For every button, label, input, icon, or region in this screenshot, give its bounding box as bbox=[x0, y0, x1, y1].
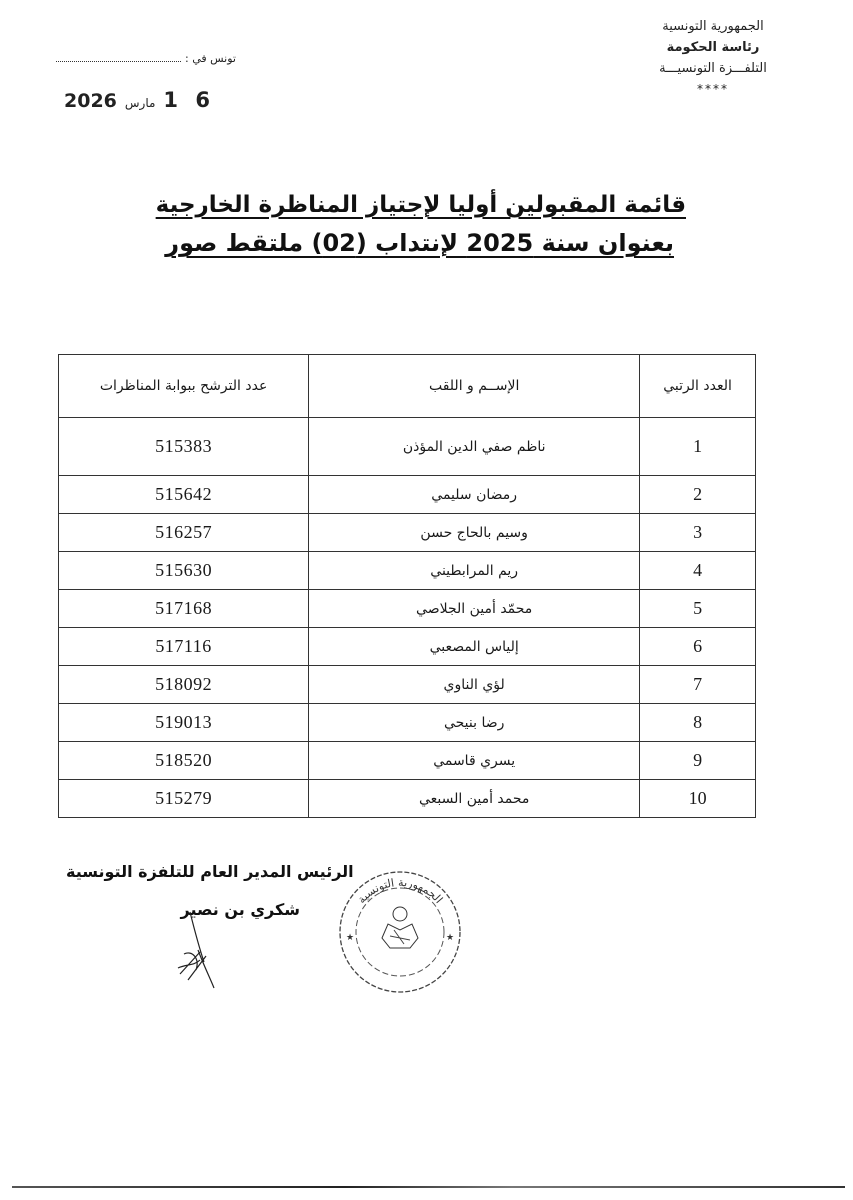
cell-rank: 4 bbox=[640, 552, 756, 590]
table-row bbox=[59, 742, 756, 780]
cell-name: إلياس المصعبي bbox=[309, 628, 640, 666]
cell-application-number: 515279 bbox=[59, 780, 309, 818]
table-row bbox=[59, 628, 756, 666]
document-title bbox=[130, 186, 686, 262]
cell-name: محمد أمين السبعي bbox=[309, 780, 640, 818]
seal-text: الجمهورية التونسية bbox=[354, 875, 446, 907]
cell-rank: 6 bbox=[640, 628, 756, 666]
svg-text:★: ★ bbox=[446, 933, 455, 943]
handwritten-signature bbox=[170, 910, 230, 990]
table-row bbox=[59, 552, 756, 590]
table-row bbox=[59, 418, 756, 476]
cell-name: وسيم بالحاج حسن bbox=[309, 514, 640, 552]
table-row bbox=[59, 704, 756, 742]
letterhead-government: رئاسة الحكومة bbox=[666, 40, 760, 55]
cell-rank: 10 bbox=[640, 780, 756, 818]
signatory-name: شكري بن نصير bbox=[180, 900, 300, 919]
date-day: 1 6 bbox=[163, 88, 215, 112]
table-header-row bbox=[59, 355, 756, 418]
cell-rank: 5 bbox=[640, 590, 756, 628]
page-bottom-edge bbox=[12, 1186, 845, 1188]
table-row bbox=[59, 780, 756, 818]
cell-application-number: 519013 bbox=[59, 704, 309, 742]
title-line-1: قائمة المقبولين أوليا لإجتياز المناظرة الخارجية bbox=[155, 192, 686, 218]
cell-name: لؤي الناوي bbox=[309, 666, 640, 704]
letterhead bbox=[613, 16, 813, 100]
title-line-2: بعنوان سنة 2025 لإنتداب (02) ملتقط صور bbox=[165, 229, 674, 257]
cell-name: ريم المرابطيني bbox=[309, 552, 640, 590]
official-seal bbox=[336, 868, 464, 998]
cell-application-number: 517168 bbox=[59, 590, 309, 628]
letterhead-country: الجمهورية التونسية bbox=[662, 19, 764, 34]
cell-rank: 2 bbox=[640, 476, 756, 514]
cell-application-number: 518520 bbox=[59, 742, 309, 780]
date-stamp bbox=[64, 88, 215, 112]
cell-application-number: 515630 bbox=[59, 552, 309, 590]
cell-name: محمّد أمين الجلاصي bbox=[309, 590, 640, 628]
table-row bbox=[59, 666, 756, 704]
cell-rank: 8 bbox=[640, 704, 756, 742]
cell-name: ناظم صفي الدين المؤذن bbox=[309, 418, 640, 476]
table-row bbox=[59, 514, 756, 552]
cell-rank: 1 bbox=[640, 418, 756, 476]
signatory-role: الرئيس المدير العام للتلفزة التونسية bbox=[66, 862, 354, 881]
date-year: 2026 bbox=[64, 90, 117, 112]
table-row bbox=[59, 590, 756, 628]
cell-application-number: 517116 bbox=[59, 628, 309, 666]
cell-name: رمضان سليمي bbox=[309, 476, 640, 514]
cell-name: يسري قاسمي bbox=[309, 742, 640, 780]
svg-text:★: ★ bbox=[346, 933, 355, 943]
date-month: مارس bbox=[124, 96, 156, 110]
cell-application-number: 515642 bbox=[59, 476, 309, 514]
place-label: تونس في : bbox=[185, 52, 236, 65]
cell-application-number: 516257 bbox=[59, 514, 309, 552]
place-date-line bbox=[56, 52, 236, 65]
cell-rank: 7 bbox=[640, 666, 756, 704]
cell-rank: 3 bbox=[640, 514, 756, 552]
header-rank: العدد الرتبي bbox=[640, 355, 756, 418]
cell-application-number: 515383 bbox=[59, 418, 309, 476]
dotted-line bbox=[56, 52, 181, 62]
letterhead-institution: التلفـــزة التونسيـــة bbox=[659, 61, 767, 76]
header-name: الإســم و اللقب bbox=[309, 355, 640, 418]
letterhead-stars: **** bbox=[697, 82, 729, 96]
candidates-table bbox=[58, 354, 756, 818]
cell-rank: 9 bbox=[640, 742, 756, 780]
cell-application-number: 518092 bbox=[59, 666, 309, 704]
table-row bbox=[59, 476, 756, 514]
cell-name: رضا بنيحي bbox=[309, 704, 640, 742]
header-application-number: عدد الترشح ببوابة المناظرات bbox=[59, 355, 309, 418]
